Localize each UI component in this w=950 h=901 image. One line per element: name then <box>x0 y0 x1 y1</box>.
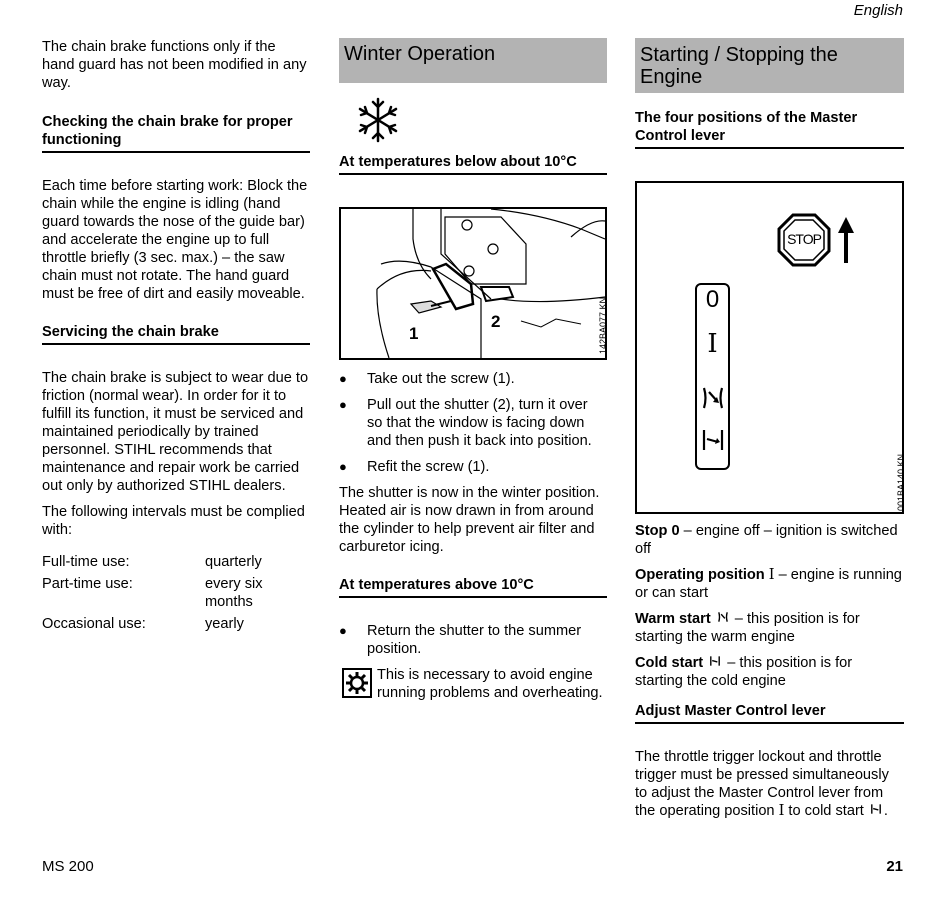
cold-label: Cold start <box>635 655 708 671</box>
figure-label-1: 1 <box>409 324 419 343</box>
gear-notice-icon <box>342 668 372 698</box>
column-winter-operation <box>339 38 607 720</box>
starting-title: Starting / Stopping the Engine <box>635 38 904 93</box>
warm-text: – this position is for starting the warm engine <box>635 611 860 645</box>
footer-model: MS 200 <box>42 858 94 875</box>
warm-start-icon <box>697 383 728 413</box>
figure-code: 142BA077 KN <box>598 296 608 354</box>
arrow-up-icon <box>836 215 856 265</box>
operating-text: – engine is running or can start <box>635 567 902 601</box>
interval-row <box>42 575 310 611</box>
warm-label: Warm start <box>635 611 715 627</box>
master-control-figure <box>635 181 904 514</box>
cold-start-icon <box>697 425 728 455</box>
cold-description <box>635 654 904 690</box>
step-item: ● Refit the screw (1). <box>339 458 607 476</box>
adjust-text-2: to cold start <box>784 803 868 819</box>
stop-description <box>635 522 904 558</box>
notice-text: This is necessary to avoid engine running problems and overheating. <box>377 667 603 701</box>
step-item: ● Pull out the shutter (2), turn it over so that the window is facing down and then push it back into position. <box>339 396 607 450</box>
adjust-body <box>635 748 904 820</box>
figure-label-2: 2 <box>491 312 501 331</box>
adjust-heading: Adjust Master Control lever <box>635 702 904 724</box>
below-10c-heading: At temperatures below about 10°C <box>339 153 607 175</box>
stop-sign-icon <box>777 213 831 267</box>
interval-value: quarterly <box>205 554 262 570</box>
cold-start-inline-icon <box>707 654 723 668</box>
interval-use: Part-time use: <box>42 576 133 592</box>
service-body: The chain brake is subject to wear due to friction (normal wear). In order for it to fulfill its function, it must be serviced and maintained periodically by trained personnel. STIHL recommends that maintenance and repair work be carried out only by authorized STIHL dealers. <box>42 370 309 494</box>
check-heading: Checking the chain brake for proper functioning <box>42 113 310 153</box>
lever-positions-box <box>695 283 730 470</box>
intervals-table <box>42 553 310 633</box>
interval-row <box>42 553 310 571</box>
warm-start-inline-icon <box>715 610 731 624</box>
warm-description <box>635 610 904 646</box>
operating-description <box>635 566 904 602</box>
column-chain-brake <box>42 38 310 633</box>
adjust-text-1: The throttle trigger lockout and throttle trigger must be pressed simultaneously to adjust the Master Control lever from the operating position <box>635 749 889 819</box>
above-10c-heading: At temperatures above 10°C <box>339 576 607 598</box>
stop-sign-text: STOP <box>787 231 821 247</box>
cold-start-inline-icon <box>868 802 884 816</box>
chain-brake-intro: The chain brake functions only if the hand guard has not been modified in any way. <box>42 39 307 91</box>
page-number: 21 <box>886 858 903 875</box>
stop-text: – engine off – ignition is switched off <box>635 523 898 557</box>
position-stop: 0 <box>705 286 720 313</box>
shutter-figure <box>339 207 607 360</box>
interval-row <box>42 615 310 633</box>
adjust-symbol: I <box>778 802 785 819</box>
step-item: ● Take out the screw (1). <box>339 370 607 388</box>
cold-text: – this position is for starting the cold engine <box>635 655 853 689</box>
operating-label: Operating position <box>635 567 769 583</box>
interval-use: Occasional use: <box>42 616 146 632</box>
above-step: ● Return the shutter to the summer position. <box>339 622 607 658</box>
winter-steps <box>339 370 607 476</box>
column-starting-stopping <box>635 38 904 820</box>
stop-label: Stop 0 <box>635 523 680 539</box>
positions-heading: The four positions of the Master Control lever <box>635 109 904 149</box>
position-run: I <box>707 329 718 359</box>
snowflake-icon <box>339 83 607 153</box>
notice-block <box>339 666 607 720</box>
service-heading: Servicing the chain brake <box>42 323 310 345</box>
check-body: Each time before starting work: Block the chain while the engine is idling (hand guard towards the nose of the guide bar) and accelerate the engine up to full throttle briefly (3 sec. max.) – the saw chain must not rotate. The hand guard must be free of dirt and easily moveable. <box>42 178 308 302</box>
adjust-end: . <box>883 803 888 819</box>
winter-title: Winter Operation <box>339 38 607 83</box>
interval-value: yearly <box>205 616 244 632</box>
operating-symbol: I <box>768 566 775 583</box>
interval-use: Full-time use: <box>42 554 130 570</box>
language-label: English <box>853 2 903 19</box>
winter-note: The shutter is now in the winter position. Heated air is now drawn in from around the cylinder to help prevent air filter and carburetor icing. <box>339 485 600 555</box>
figure-code: 001BA140 KN <box>896 453 906 511</box>
intervals-intro: The following intervals must be complied with: <box>42 504 305 538</box>
interval-value: every six months <box>205 576 263 610</box>
